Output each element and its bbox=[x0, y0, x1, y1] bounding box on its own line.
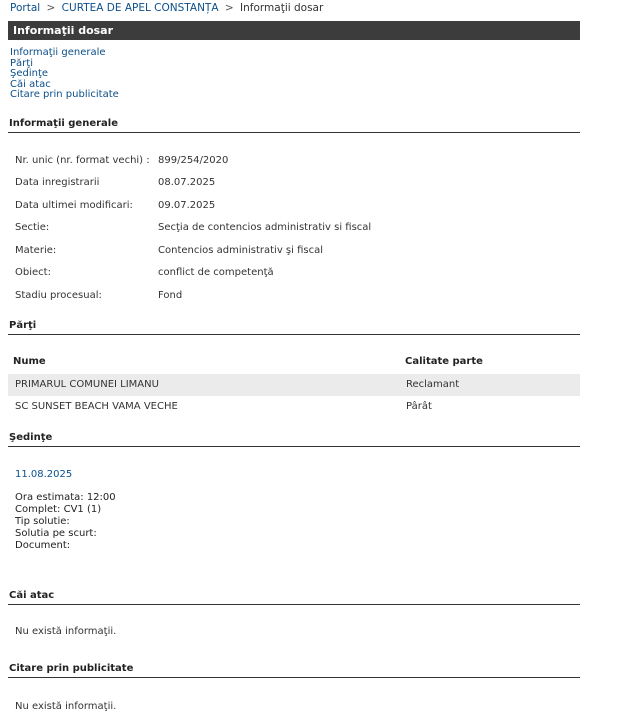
info-value: conflict de competenţă bbox=[158, 267, 274, 278]
info-label: Sectie: bbox=[15, 222, 50, 233]
breadcrumb bbox=[10, 2, 323, 14]
section-title-parties: Părţi bbox=[8, 320, 580, 335]
publicity-empty-message: Nu există informaţii. bbox=[15, 701, 117, 712]
session-document: Document: bbox=[15, 540, 71, 551]
column-header-name: Nume bbox=[13, 356, 46, 367]
nav-link-parties[interactable]: Părţi bbox=[10, 57, 33, 69]
info-value: Fond bbox=[158, 290, 183, 301]
session-date: 11.08.2025 bbox=[15, 469, 73, 480]
party-role: Pârât bbox=[406, 401, 432, 412]
party-name: PRIMARUL COMUNEI LIMANU bbox=[15, 379, 159, 390]
session-panel: Complet: CV1 (1) bbox=[15, 504, 102, 515]
table-row bbox=[8, 396, 580, 418]
info-label: Nr. unic (nr. format vechi) : bbox=[15, 155, 150, 166]
info-value: 899/254/2020 bbox=[158, 155, 229, 166]
appeals-empty-message: Nu există informaţii. bbox=[15, 626, 117, 637]
info-label: Data inregistrarii bbox=[15, 177, 100, 188]
section-title-sessions: Şedinţe bbox=[8, 432, 580, 447]
info-value: 08.07.2025 bbox=[158, 177, 216, 188]
section-title-publicity: Citare prin publicitate bbox=[8, 663, 580, 678]
nav-link-appeals[interactable]: Căi atac bbox=[10, 78, 51, 90]
party-name: SC SUNSET BEACH VAMA VECHE bbox=[15, 401, 178, 412]
info-value: Contencios administrativ şi fiscal bbox=[158, 245, 323, 256]
nav-link-sessions[interactable]: Şedinţe bbox=[10, 68, 49, 80]
section-nav bbox=[10, 48, 119, 101]
breadcrumb-portal-link[interactable]: Portal bbox=[10, 2, 41, 14]
session-solution-summary: Solutia pe scurt: bbox=[15, 528, 97, 539]
section-title-general: Informaţii generale bbox=[8, 118, 580, 133]
breadcrumb-separator: > bbox=[224, 2, 234, 14]
breadcrumb-separator: > bbox=[46, 2, 56, 14]
info-label: Data ultimei modificari: bbox=[15, 200, 133, 211]
parties-table-header bbox=[8, 352, 580, 374]
session-solution-type: Tip solutie: bbox=[15, 516, 70, 527]
session-estimated-time: Ora estimata: 12:00 bbox=[15, 492, 116, 503]
info-label: Stadiu procesual: bbox=[15, 290, 102, 301]
nav-link-general[interactable]: Informaţii generale bbox=[10, 47, 106, 58]
info-value: Secţia de contencios administrativ si fiscal bbox=[158, 222, 372, 233]
section-title-appeals: Căi atac bbox=[8, 590, 580, 605]
info-value: 09.07.2025 bbox=[158, 200, 216, 211]
nav-link-publicity[interactable]: Citare prin publicitate bbox=[10, 89, 119, 101]
breadcrumb-court-link[interactable]: CURTEA DE APEL CONSTANȚA bbox=[61, 2, 219, 14]
column-header-role: Calitate parte bbox=[405, 356, 483, 367]
page-title: Informaţii dosar bbox=[8, 21, 580, 40]
info-label: Materie: bbox=[15, 245, 57, 256]
party-role: Reclamant bbox=[406, 379, 460, 390]
table-row bbox=[8, 374, 580, 396]
breadcrumb-current: Informaţii dosar bbox=[240, 2, 324, 14]
info-label: Obiect: bbox=[15, 267, 51, 278]
session-details bbox=[15, 492, 116, 552]
